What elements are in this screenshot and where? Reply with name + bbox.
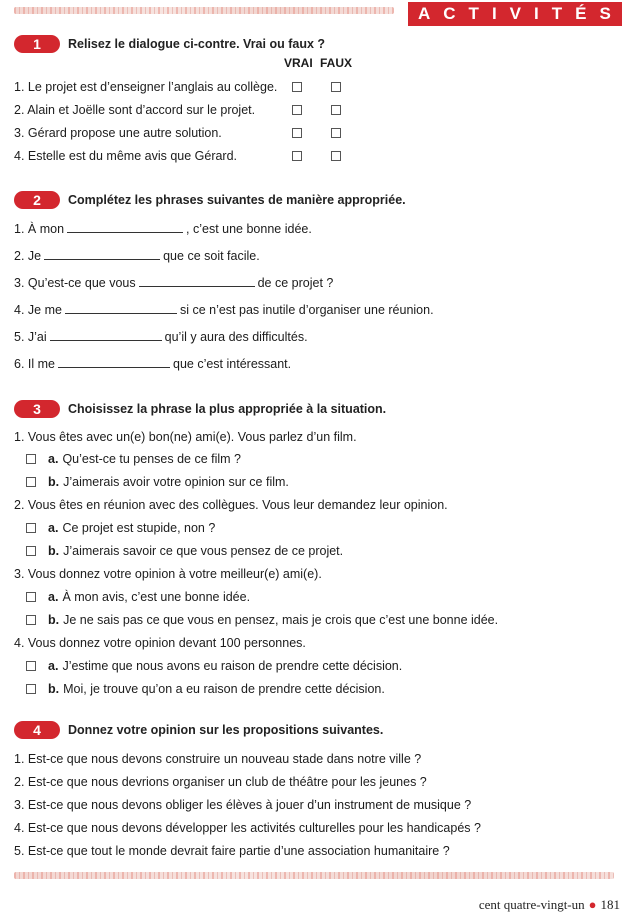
fill-sentence-1-end: , c’est une bonne idée. [186,222,312,236]
activites-banner: ACTIVITÉS [408,2,622,26]
fill-sentence-2 [14,249,260,263]
fill-sentence-1 [14,222,312,236]
fill-sentence-2-start: 2. Je [14,249,42,263]
page-number: 181 [600,897,620,912]
opinion-question-3: 3. Est-ce que nous devons obliger les élèves à jouer d’un instrument de musique ? [14,798,472,812]
section-1-title: Relisez le dialogue ci-contre. Vrai ou faux ? [68,37,326,51]
section-4-header [14,719,383,741]
fill-sentence-6 [14,357,291,371]
option-checkbox[interactable] [26,615,36,625]
section-4-badge: 4 [14,721,60,739]
tf-statement-1: 1. Le projet est d’enseigner l’anglais au collège. [14,80,278,94]
situation-4-option-b[interactable]: b. Moi, je trouve qu’on a eu raison de prendre cette décision. [26,682,385,696]
page-number-words: cent quatre-vingt-un [478,897,585,912]
option-checkbox[interactable] [26,454,36,464]
fill-blank-4[interactable] [65,303,177,314]
vrai-checkbox-3[interactable] [292,128,302,138]
opinion-question-1: 1. Est-ce que nous devons construire un nouveau stade dans notre ville ? [14,752,422,766]
top-decorative-strip [14,7,394,14]
section-3-header [14,398,386,420]
fill-sentence-5 [14,330,308,344]
faux-checkbox-4[interactable] [331,151,341,161]
option-checkbox[interactable] [26,592,36,602]
fill-sentence-6-end: que c’est intéressant. [173,357,292,371]
vrai-checkbox-1[interactable] [292,82,302,92]
fill-blank-5[interactable] [50,330,162,341]
situation-1: 1. Vous êtes avec un(e) bon(ne) ami(e). Vous parlez d’un film. [14,430,357,444]
fill-sentence-4-start: 4. Je me [14,303,62,317]
fill-sentence-3-start: 3. Qu’est-ce que vous [14,276,136,290]
situation-3-option-b[interactable]: b. Je ne sais pas ce que vous en pensez, mais je crois que c’est une bonne idée. [26,613,498,627]
fill-sentence-3-end: de ce projet ? [257,276,334,290]
situation-2-option-a[interactable]: a. Ce projet est stupide, non ? [26,521,215,535]
bullet-icon: ● [588,897,597,912]
situation-2-option-b[interactable]: b. J’aimerais savoir ce que vous pensez de ce projet. [26,544,343,558]
section-2-header [14,189,406,211]
section-1-badge: 1 [14,35,60,53]
section-3-title: Choisissez la phrase la plus appropriée à la situation. [68,402,387,416]
option-checkbox[interactable] [26,523,36,533]
fill-sentence-5-end: qu’il y aura des difficultés. [164,330,308,344]
situation-3: 3. Vous donnez votre opinion à votre meilleur(e) ami(e). [14,567,322,581]
fill-blank-1[interactable] [67,222,183,233]
fill-blank-6[interactable] [58,357,170,368]
fill-sentence-3 [14,276,333,290]
section-2-title: Complétez les phrases suivantes de manière appropriée. [68,193,406,207]
situation-1-option-b[interactable]: b. J’aimerais avoir votre opinion sur ce film. [26,475,289,489]
vrai-column-header: VRAI [284,56,313,70]
option-checkbox[interactable] [26,661,36,671]
faux-checkbox-3[interactable] [331,128,341,138]
fill-sentence-6-start: 6. Il me [14,357,55,371]
faux-checkbox-2[interactable] [331,105,341,115]
section-3-badge: 3 [14,400,60,418]
situation-4-option-a[interactable]: a. J’estime que nous avons eu raison de prendre cette décision. [26,659,402,673]
page-footer [479,897,620,913]
tf-statement-2: 2. Alain et Joëlle sont d’accord sur le projet. [14,103,256,117]
faux-column-header: FAUX [320,56,353,70]
fill-blank-3[interactable] [139,276,255,287]
situation-2: 2. Vous êtes en réunion avec des collègues. Vous leur demandez leur opinion. [14,498,448,512]
opinion-question-4: 4. Est-ce que nous devons développer les activités culturelles pour les handicapés ? [14,821,481,835]
section-2-badge: 2 [14,191,60,209]
faux-checkbox-1[interactable] [331,82,341,92]
fill-sentence-2-end: que ce soit facile. [163,249,260,263]
fill-sentence-5-start: 5. J’ai [14,330,47,344]
tf-statement-3: 3. Gérard propose une autre solution. [14,126,222,140]
bottom-decorative-strip [14,872,614,879]
option-checkbox[interactable] [26,684,36,694]
fill-sentence-4-end: si ce n’est pas inutile d’organiser une réunion. [179,303,434,317]
fill-sentence-1-start: 1. À mon [14,222,65,236]
option-checkbox[interactable] [26,477,36,487]
fill-sentence-4 [14,303,434,317]
situation-4: 4. Vous donnez votre opinion devant 100 personnes. [14,636,306,650]
section-1-header [14,33,325,55]
option-checkbox[interactable] [26,546,36,556]
situation-3-option-a[interactable]: a. À mon avis, c’est une bonne idée. [26,590,250,604]
opinion-question-5: 5. Est-ce que tout le monde devrait faire partie d’une association humanitaire ? [14,844,450,858]
tf-statement-4: 4. Estelle est du même avis que Gérard. [14,149,238,163]
situation-1-option-a[interactable]: a. Qu’est-ce tu penses de ce film ? [26,452,241,466]
section-4-title: Donnez votre opinion sur les propositions suivantes. [68,723,384,737]
opinion-question-2: 2. Est-ce que nous devrions organiser un club de théâtre pour les jeunes ? [14,775,427,789]
vrai-checkbox-4[interactable] [292,151,302,161]
vrai-checkbox-2[interactable] [292,105,302,115]
fill-blank-2[interactable] [44,249,160,260]
